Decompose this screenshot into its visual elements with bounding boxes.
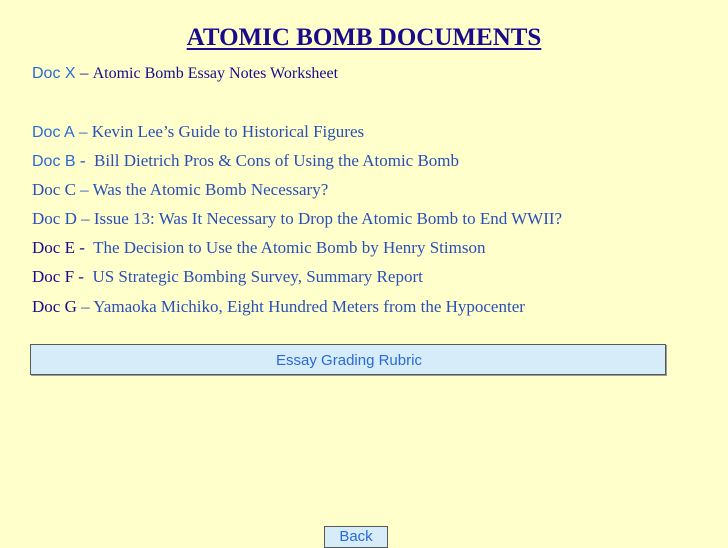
- doc-separator: –: [76, 297, 94, 316]
- doc-code[interactable]: Doc C: [32, 180, 76, 199]
- doc-link-e[interactable]: [32, 238, 485, 258]
- doc-link-f[interactable]: [32, 267, 423, 287]
- doc-link-c[interactable]: [32, 180, 328, 200]
- doc-separator: –: [76, 209, 94, 228]
- doc-link-a[interactable]: [32, 122, 364, 143]
- doc-title[interactable]: Bill Dietrich Pros & Cons of Using the Atomic Bomb: [94, 151, 460, 170]
- doc-link-d[interactable]: [32, 209, 562, 229]
- doc-title[interactable]: Issue 13: Was It Necessary to Drop the Atomic Bomb to End WWII?: [93, 209, 563, 228]
- doc-separator: -: [75, 151, 94, 170]
- doc-title[interactable]: Atomic Bomb Essay Notes Worksheet: [92, 65, 339, 82]
- doc-code[interactable]: Doc B: [32, 153, 76, 170]
- doc-code[interactable]: Doc X: [32, 65, 76, 82]
- doc-title[interactable]: Was the Atomic Bomb Necessary?: [92, 180, 329, 199]
- doc-title[interactable]: The Decision to Use the Atomic Bomb by Henry Stimson: [93, 238, 486, 257]
- doc-separator: –: [75, 63, 93, 82]
- doc-link-g[interactable]: [32, 297, 525, 317]
- doc-separator: -: [74, 238, 94, 257]
- doc-link-b[interactable]: [32, 151, 459, 172]
- back-button[interactable]: Back: [324, 526, 388, 548]
- doc-link-x[interactable]: [32, 63, 338, 84]
- doc-separator: –: [74, 122, 92, 141]
- doc-title[interactable]: Yamaoka Michiko, Eight Hundred Meters from the Hypocenter: [93, 297, 525, 316]
- doc-code[interactable]: Doc A: [32, 124, 75, 141]
- doc-title[interactable]: Kevin Lee’s Guide to Historical Figures: [91, 122, 365, 141]
- doc-separator: –: [75, 180, 93, 199]
- doc-title[interactable]: US Strategic Bombing Survey, Summary Report: [92, 267, 423, 286]
- doc-code[interactable]: Doc G: [32, 297, 77, 316]
- doc-code[interactable]: Doc D: [32, 209, 77, 228]
- doc-code[interactable]: Doc F: [32, 267, 75, 286]
- doc-code[interactable]: Doc E: [32, 238, 75, 257]
- essay-rubric-button[interactable]: [30, 344, 666, 375]
- doc-separator: -: [74, 267, 93, 286]
- essay-rubric-label: Essay Grading Rubric: [276, 352, 422, 369]
- page-title: ATOMIC BOMB DOCUMENTS: [186, 24, 542, 51]
